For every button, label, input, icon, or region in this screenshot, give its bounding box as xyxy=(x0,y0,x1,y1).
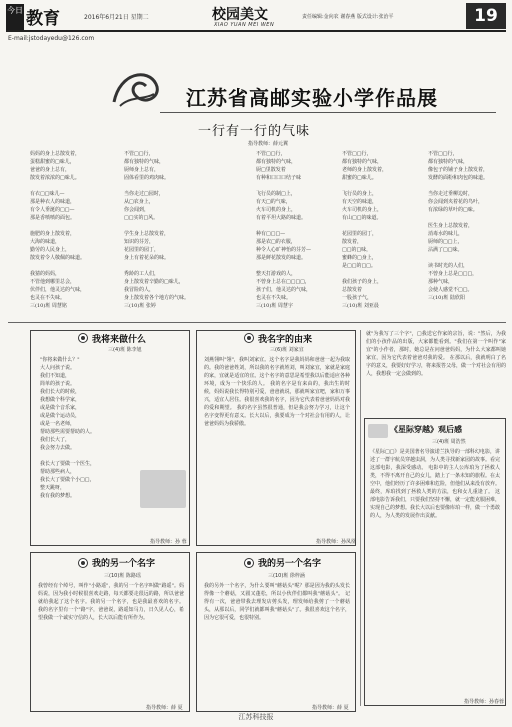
editor-credits: 责任编辑:金向农 谢春燕 版式设计:张治平 xyxy=(302,14,394,20)
section-title: 教育 xyxy=(26,9,60,29)
poem-3: 不管□□行， 都有独特的气味， 厨□里散发着 有种和口口口结子味 飞行员的制□上， 有天□的气味， 火车司机的身上， 有着平坦大路的味道。 种有□□□— 那是农□的衣服， 种令人心旷神怡的芬芳— 那是鲜花散发的味道。 整天打游戏的人， 不曾身上总在□□□□， 孩子们，他灵达的气味， 也灵在不失味。 三(10)班 周慧宇 xyxy=(256,151,312,309)
article-credit: 三(10)班 徐梓涵 xyxy=(268,573,305,579)
header-rule xyxy=(6,30,506,32)
page-number: 19 xyxy=(466,3,506,29)
poem-1: 妈妈的身上总散发着， 蛋糕甜蜜的□味儿， 爸爸的身上总有， 散发着浓浓的□味儿。 有衣□□味儿— 那是种衣人的味道， 有令人垂涎的□□— 那是香喷喷的面包。 施肥的身上散发着， 大海的味道， 勤劳的人民身上， 散发着令人敬佩的味道。 我猜的妈妈， 不管他到哪里总会， 伏伴们，他灵达的气味， 也灵在不失味。 三(10)班 周慧铭 xyxy=(30,151,86,309)
film-illustration xyxy=(368,424,388,438)
badge-icon xyxy=(244,558,254,568)
article-title: 《星际穿越》观后感 xyxy=(390,425,462,434)
badge-icon xyxy=(244,333,254,343)
article-sign: 指导教师：孙春蓉 xyxy=(464,699,505,705)
article-body: 刘燕翎叫"翎"，我叫刘家宜。这个名字是我妈妈和爸爸一起为我取的。我的爸爸姓刘，所以我的名字就姓刘，叫刘家宜，家就是家庭的家，宜就是适宜的宜。这个名字的意思是希望我以后能适应各种环境，成为一个快乐的人。 我的名字是有来由的，我出生的时候，妈妈说我长得特别可爱，爸爸就说，那就叫家宜吧，家和万事兴，适宜人居住。我很喜欢我的名字，因为它代表着爸爸妈妈对我的爱和期望。 我的名字虽然很普通，但是我会努力学习，让这个名字变得更有意义。长大以后，我要成为一个对社会有用的人，让爸爸妈妈为我骄傲。 xyxy=(204,357,350,427)
poem-5: 不管□□行， 都有独特的气味， 像包子的铺子身上散发着， 发酵的面粉和肉包的味道。 当你走过垂柳边时， 你会闻到夹着花的鸟叶， 有浓绿的草叶的□味。 医生身上总散发着， 消毒水的味儿， 厨师的□□上， 沾满了□□味。 读书时光的人们， 不曾身上总是□□□， 那种气味， 会使人感觉不□□。 三(10)班 陆欣阳 xyxy=(428,151,489,301)
article-credit: 三(4)班 周浩然 xyxy=(432,439,466,445)
feature-credit: 指导教师：薛元翼 xyxy=(248,141,289,147)
article-credit: 三(6)班 刘家宜 xyxy=(270,347,304,353)
article-body: "你将来做什么？" 大人问孩子说。 我们不知道， 简单的孩子说。 我们长大的时候， 我想做个科学家， 或是做个音乐家， 或是做个运动员， 或是一名老师， 帮助那些需要帮助的人。 我们长大了， 我会努力去做。 我长大了要做一个医生， 帮助那些病人， 我长大了要做个小□□， 整天跳呀， 我有我的梦想。 xyxy=(40,357,96,499)
page-title: 江苏省高邮实验小学作品展 xyxy=(186,86,438,110)
article-sign: 指导教师：孙 蓉 xyxy=(150,539,187,545)
article-title: 我将来做什么 xyxy=(92,335,147,345)
footer: 江苏科技报 xyxy=(238,713,274,721)
article-credit: 三(4)班 陈李旭 xyxy=(108,347,142,353)
title-rule xyxy=(160,112,496,113)
illustration-image xyxy=(140,470,186,508)
article-sign: 指导教师：孙凤凰 xyxy=(316,539,357,545)
poem-4: 不管□□行， 都有独特的气味， 老师的身上散发着， 甜蜜的□味儿。 飞行员的身上， 有天空的味道， 火车司机的身上， 有山□□的味道。 花园里的园丁， 散发着， □□的□味， 蜜蜂的□身上， 是□□的□□。 我们孩子的身上， 总散发着 一股孩子气， 三(10)班 刘亚晨 xyxy=(342,151,388,309)
badge-icon xyxy=(78,558,88,568)
article-title: 我的另一个名字 xyxy=(258,559,322,569)
article-body: 我曾经有个绰号，叫作"小路遥"，我的另一个名字叫做"路遥"。妈妈说，因为我小时候很喜欢走路，每天都要走很远的路，所以爸爸就给我起了这个名字。我的另一个名字，也是我最喜欢的名字。 我的名字里有一个"路"字，爸爸说，路遥知马力，日久见人心，希望我做一个诚实守信的人，长大以后能有所作为。 xyxy=(38,583,184,621)
column-pinyin: XIAO YUAN MEI WEN xyxy=(214,22,275,28)
contact-email: E-mail:jstodayedu@126.com xyxy=(8,35,95,42)
article-body: 我的另外一个名字，为什么要叫"蘑菇头"呢？那是因为我的头发长得像一个蘑菇，又圆又蓬松，所以小伙伴们都叫我"蘑菇头"。 记得有一次，爸爸带我去理发店剪头发，理发师给我剪了一个蘑菇头，从那以后，同学们就都叫我"蘑菇头"了。我很喜欢这个名字，因为它很可爱，也很特别。 xyxy=(204,583,350,621)
article-sign: 指导教师：薛 夏 xyxy=(312,705,349,711)
swirl-ornament xyxy=(110,66,162,110)
article-body: 《星际□□》是美国著名导演诺兰执导的一部科幻电影，讲述了一群宇航员穿越虫洞，为人类寻找新家园的故事。看完这部电影，我深受感动。 电影中的主人公库珀为了拯救人类，不得不离开自己的女儿，踏上了一条未知的旅程。在太空中，他们经历了许多困难和危险，但他们从来没有放弃。最终，库珀找到了拯救人类的方法，也和女儿重逢了。 这部电影告诉我们，只要我们坚持不懈，就一定能克服困难，实现自己的梦想。我长大以后也要像库珀一样，做一个勇敢的人，为人类的发展作出贡献。 xyxy=(370,449,500,519)
article-title: 我名字的由来 xyxy=(258,335,313,345)
feature-subtitle: 一行有一行的气味 xyxy=(198,124,311,139)
article-title: 我的另一个名字 xyxy=(92,559,156,569)
badge-icon xyxy=(78,333,88,343)
article-sign: 指导教师：薛 夏 xyxy=(146,705,183,711)
article-credit: 三(10)班 陈路瑶 xyxy=(104,573,141,579)
article-continuation: 就"为我写了三个字"，□我送它作家的宗旨，说："然后，为我们的小孩作品的出版，大家都能看到。"我们在第一个叫作"家宜"的小作者，那时，她总是在问爸爸妈妈，为什么大家都叫她家宜，因为它代表着爸爸对我的爱。 在那以后，我就明白了名字的意义，我要好好学习，将来报答父母，做一个对社会有用的人，我想我一定会做到的。 xyxy=(366,331,506,377)
poem-2: 不管□□行， 都有独特的气味， 厨师身上总有， 固体看里的鸡肉味。 当你走过□园时， 从□农身上， 你会闻到， □□实的□风。 学生身上总散发着， 知识的芬芳， 花园里的园丁， 身上有着花朵的味。 秀龄的工人们， 身上散发着辛勤的□味儿， 我冒险的人， 身上散发着各个地方的气味。 三(10)班 张婷 xyxy=(124,151,190,309)
column-divider xyxy=(360,330,361,706)
issue-date: 2016年6月21日 星期二 xyxy=(84,14,149,21)
column-name: 校园美文 xyxy=(212,7,268,23)
logo: 今日 xyxy=(6,4,24,30)
section-divider xyxy=(8,322,506,323)
